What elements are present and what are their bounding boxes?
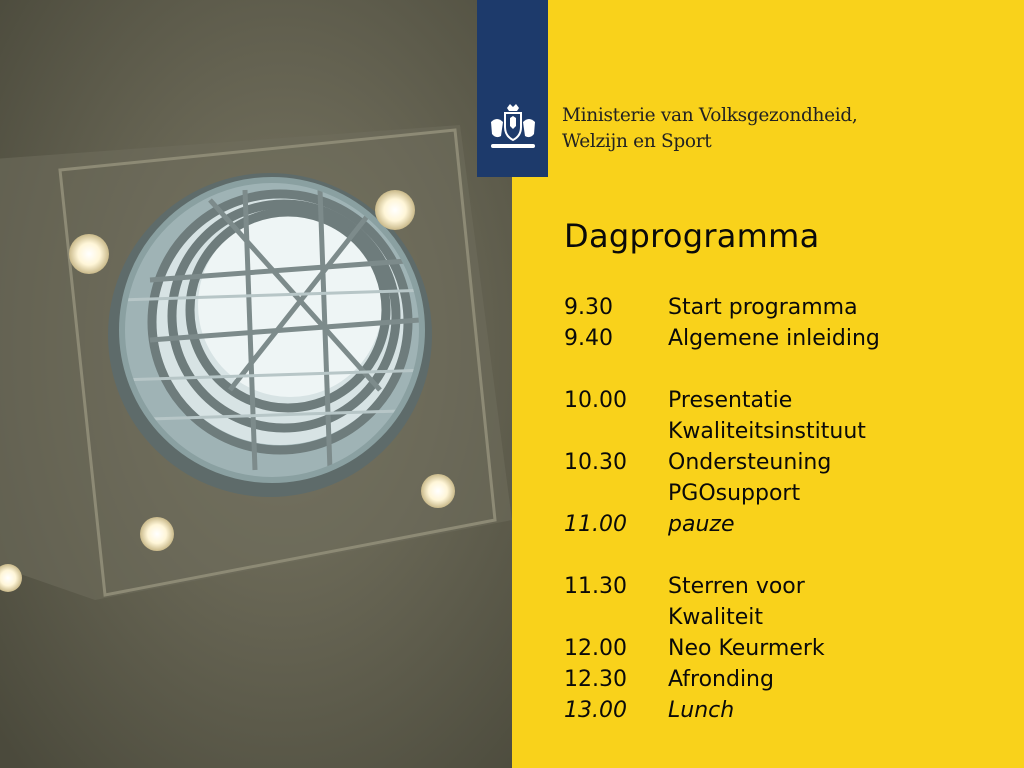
schedule-time: 9.40 [564, 326, 613, 351]
schedule-time: 10.00 [564, 388, 627, 413]
schedule-row [564, 385, 880, 416]
schedule-time: 11.00 [564, 512, 627, 537]
schedule-activity: Presentatie [668, 388, 793, 413]
schedule-row [564, 323, 880, 354]
schedule-activity: Start programma [668, 295, 858, 320]
schedule-row [564, 292, 880, 323]
ministry-name-line1: Ministerie van Volksgezondheid, [562, 105, 858, 126]
coat-of-arms-icon [483, 100, 543, 160]
schedule-row-break [564, 509, 880, 540]
schedule-activity: PGOsupport [668, 481, 801, 506]
schedule-time: 11.30 [564, 574, 627, 599]
schedule-time: 9.30 [564, 295, 613, 320]
schedule-row [564, 633, 880, 664]
schedule-list [564, 292, 880, 726]
schedule-row [564, 602, 880, 633]
program-content [564, 213, 880, 726]
schedule-time [564, 416, 668, 447]
schedule-time: 12.30 [564, 667, 627, 692]
schedule-row-lunch [564, 695, 880, 726]
ministry-name-line2: Welzijn en Sport [562, 131, 712, 152]
schedule-row [564, 478, 880, 509]
schedule-time [564, 602, 668, 633]
schedule-activity: Kwaliteit [668, 605, 764, 630]
schedule-row [564, 664, 880, 695]
schedule-row [564, 447, 880, 478]
schedule-activity: Kwaliteitsinstituut [668, 419, 866, 444]
schedule-activity: Ondersteuning [668, 450, 832, 475]
schedule-time: 13.00 [564, 698, 627, 723]
schedule-activity: Lunch [668, 698, 735, 723]
ministry-name [562, 103, 858, 155]
schedule-row [564, 416, 880, 447]
schedule-activity: Sterren voor [668, 574, 805, 599]
schedule-gap [564, 540, 880, 571]
schedule-time: 10.30 [564, 450, 627, 475]
schedule-activity: Neo Keurmerk [668, 636, 825, 661]
schedule-time: 12.00 [564, 636, 627, 661]
schedule-row [564, 571, 880, 602]
schedule-activity: Algemene inleiding [668, 326, 880, 351]
schedule-time [564, 478, 668, 509]
schedule-gap [564, 354, 880, 385]
schedule-activity: Afronding [668, 667, 774, 692]
government-logo [477, 0, 548, 177]
schedule-activity: pauze [668, 512, 735, 537]
page-title: Dagprogramma [564, 217, 820, 255]
